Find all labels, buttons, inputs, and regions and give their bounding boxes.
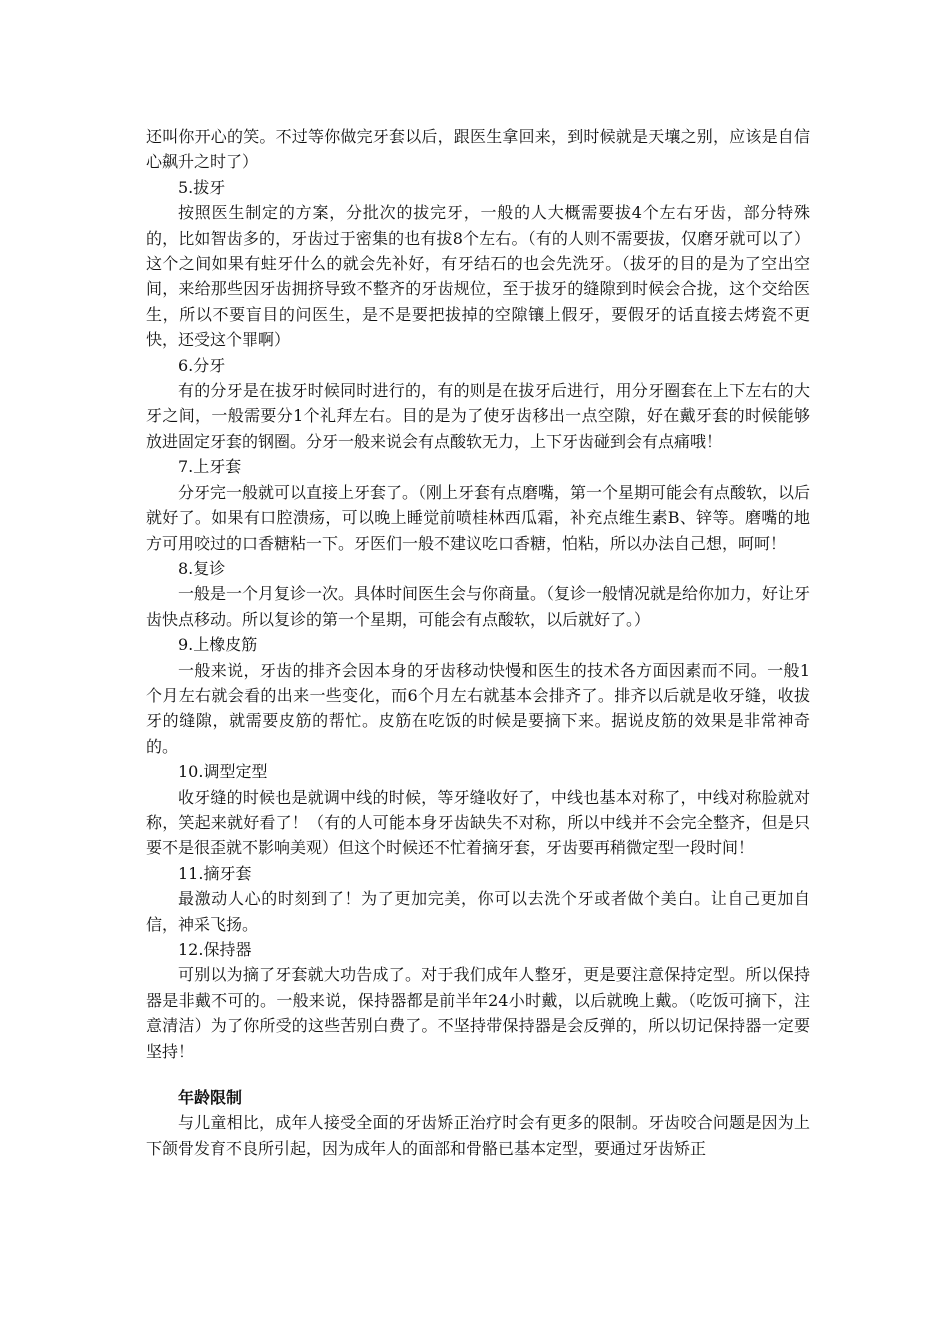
step-title-12: 12.保持器 (178, 940, 252, 959)
step-text-7: 分牙完一般就可以直接上牙套了。（刚上牙套有点磨嘴，第一个星期可能会有点酸软，以后就好了。如果有口腔溃疡，可以晚上睡觉前喷桂林西瓜霜，补充点维生素B、锌等。磨嘴的地方可用咬过的口香糖粘一下。牙医们一般不建议吃口香糖，怕粘，所以办法自己想，呵呵！ (146, 482, 811, 553)
document-page (146, 124, 810, 1161)
step-title-11: 11.摘牙套 (178, 863, 252, 883)
step-title-8: 8.复诊 (178, 558, 226, 578)
step-title-6: 6.分牙 (178, 355, 226, 375)
step-title-10: 10.调型定型 (178, 762, 268, 782)
step-text-11: 最激动人心的时刻到了！为了更加完美，你可以去洗个牙或者做个美白。让自己更加自信，神采飞扬。 (146, 889, 810, 934)
intro-continuation: 还叫你开心的笑。不过等你做完牙套以后，跟医生拿回来，到时候就是天壤之别，应该是自信心飙升之时了） (146, 127, 810, 172)
step-title-5: 5.拔牙 (178, 177, 226, 197)
section-text-age-limit: 与儿童相比，成年人接受全面的牙齿矫正治疗时会有更多的限制。牙齿咬合问题是因为上下颌骨发育不良所引起，因为成年人的面部和骨骼已基本定型，要通过牙齿矫正 (146, 1113, 810, 1158)
section-heading-age-limit: 年龄限制 (178, 1088, 243, 1108)
step-text-9: 一般来说，牙齿的排齐会因本身的牙齿移动快慢和医生的技术各方面因素而不同。一般1个月左右就会看的出来一些变化，而6个月左右就基本会排齐了。排齐以后就是收牙缝，收拔牙的缝隙，就需要皮筋的帮忙。皮筋在吃饭的时候是要摘下来。据说皮筋的效果是非常神奇的。 (146, 660, 810, 756)
step-text-6: 有的分牙是在拔牙时候同时进行的，有的则是在拔牙后进行，用分牙圈套在上下左右的大牙之间，一般需要分1个礼拜左右。目的是为了使牙齿移出一点空隙，好在戴牙套的时候能够放进固定牙套的钢圈。分牙一般来说会有点酸软无力，上下牙齿碰到会有点痛哦！ (146, 381, 810, 451)
step-text-12: 可别以为摘了牙套就大功告成了。对于我们成年人整牙，更是要注意保持定型。所以保持器是非戴不可的。一般来说，保持器都是前半年24小时戴，以后就晚上戴。（吃饭可摘下，注意清洁）为了你所受的这些苦别白费了。不坚持带保持器是会反弹的，所以切记保持器一定要坚持！ (146, 965, 810, 1061)
step-text-5: 按照医生制定的方案，分批次的拔完牙，一般的人大概需要拔4个左右牙齿，部分特殊的，比如智齿多的，牙齿过于密集的也有拔8个左右。（有的人则不需要拔，仅磨牙就可以了）这个之间如果有蛀牙什么的就会先补好，有牙结石的也会先洗牙。（拔牙的目的是为了空出空间，来给那些因牙齿拥挤导致不整齐的牙齿规位，至于拔牙的缝隙到时候会合拢，这个交给医生，所以不要盲目的问医生，是不是要把拔掉的空隙镶上假牙，要假牙的话直接去烤瓷不更快，还受这个罪啊） (146, 203, 810, 350)
step-text-8: 一般是一个月复诊一次。具体时间医生会与你商量。（复诊一般情况就是给你加力，好让牙齿快点移动。所以复诊的第一个星期，可能会有点酸软，以后就好了。） (146, 584, 811, 629)
step-text-10: 收牙缝的时候也是就调中线的时候，等牙缝收好了，中线也基本对称了，中线对称脸就对称，笑起来就好看了！（有的人可能本身牙齿缺失不对称，所以中线并不会完全整齐，但是只要不是很歪就不影响美观）但这个时候还不忙着摘牙套，牙齿要再稍微定型一段时间！ (146, 787, 810, 858)
step-title-7: 7.上牙套 (178, 457, 242, 477)
step-title-9: 9.上橡皮筋 (178, 635, 258, 655)
